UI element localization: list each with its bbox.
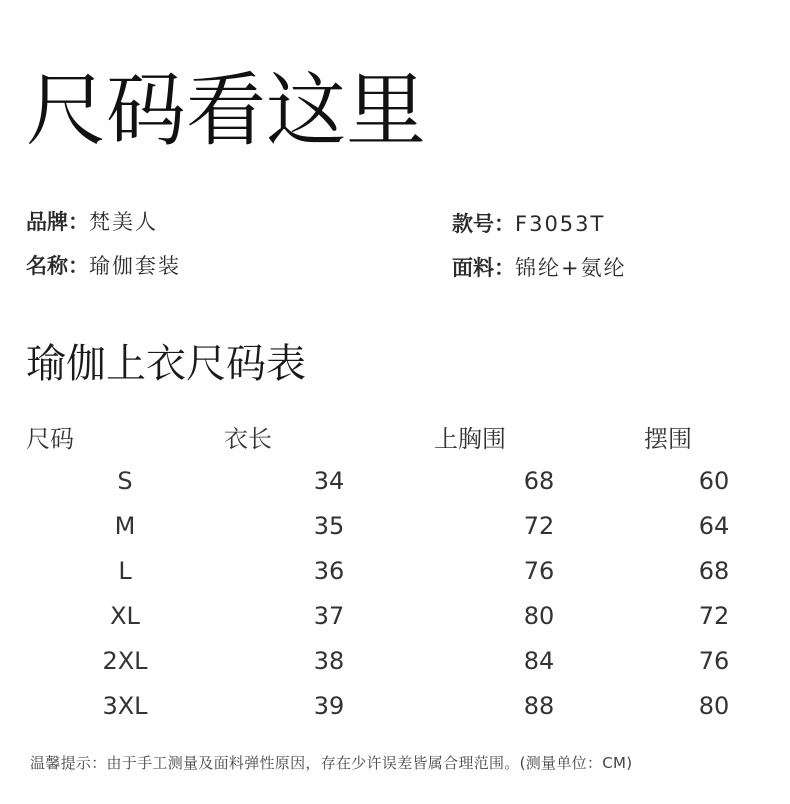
size-cell: 3XL: [102, 691, 148, 720]
brand-label: 品牌：: [26, 210, 89, 234]
fabric-label: 面料：: [452, 256, 515, 280]
length-cell: 35: [313, 511, 345, 540]
product-name-value: 瑜伽套装: [89, 254, 181, 278]
style-number-label: 款号：: [452, 212, 515, 236]
length-cell: 38: [313, 646, 345, 675]
page-title: 尺码看这里: [26, 64, 426, 157]
size-table-header: [26, 414, 784, 458]
size-cell: L: [118, 556, 132, 585]
length-cell: 34: [313, 466, 345, 495]
header-hem: 摆围: [644, 424, 692, 453]
bust-cell: 68: [523, 466, 555, 495]
table-row: [26, 683, 784, 728]
bust-cell: 72: [523, 511, 555, 540]
bust-cell: 76: [523, 556, 555, 585]
measurement-notice: 温馨提示：由于手工测量及面料弹性原因，存在少许误差皆属合理范围。(测量单位：CM): [30, 754, 633, 772]
bust-cell: 84: [523, 646, 555, 675]
product-name-row: [26, 252, 181, 280]
table-row: [26, 638, 784, 683]
length-cell: 37: [313, 601, 345, 630]
product-name-label: 名称：: [26, 254, 89, 278]
hem-cell: 72: [698, 601, 730, 630]
table-row: [26, 548, 784, 593]
hem-cell: 76: [698, 646, 730, 675]
style-number-value: F3053T: [515, 212, 606, 236]
brand-row: [26, 208, 158, 236]
table-row: [26, 503, 784, 548]
fabric-row: [452, 254, 627, 282]
hem-cell: 80: [698, 691, 730, 720]
table-row: [26, 458, 784, 503]
length-cell: 36: [313, 556, 345, 585]
hem-cell: 68: [698, 556, 730, 585]
size-cell: XL: [110, 601, 140, 630]
brand-value: 梵美人: [89, 210, 158, 234]
size-table: [26, 414, 784, 728]
hem-cell: 64: [698, 511, 730, 540]
header-size: 尺码: [26, 424, 74, 453]
header-bust: 上胸围: [434, 424, 506, 453]
hem-cell: 60: [698, 466, 730, 495]
size-cell: 2XL: [102, 646, 148, 675]
style-number-row: [452, 210, 605, 238]
size-cell: M: [114, 511, 136, 540]
length-cell: 39: [313, 691, 345, 720]
size-cell: S: [117, 466, 133, 495]
fabric-value: 锦纶+氨纶: [515, 256, 627, 280]
header-length: 衣长: [224, 424, 272, 453]
bust-cell: 88: [523, 691, 555, 720]
size-chart-title: 瑜伽上衣尺码表: [26, 341, 306, 387]
table-row: [26, 593, 784, 638]
bust-cell: 80: [523, 601, 555, 630]
